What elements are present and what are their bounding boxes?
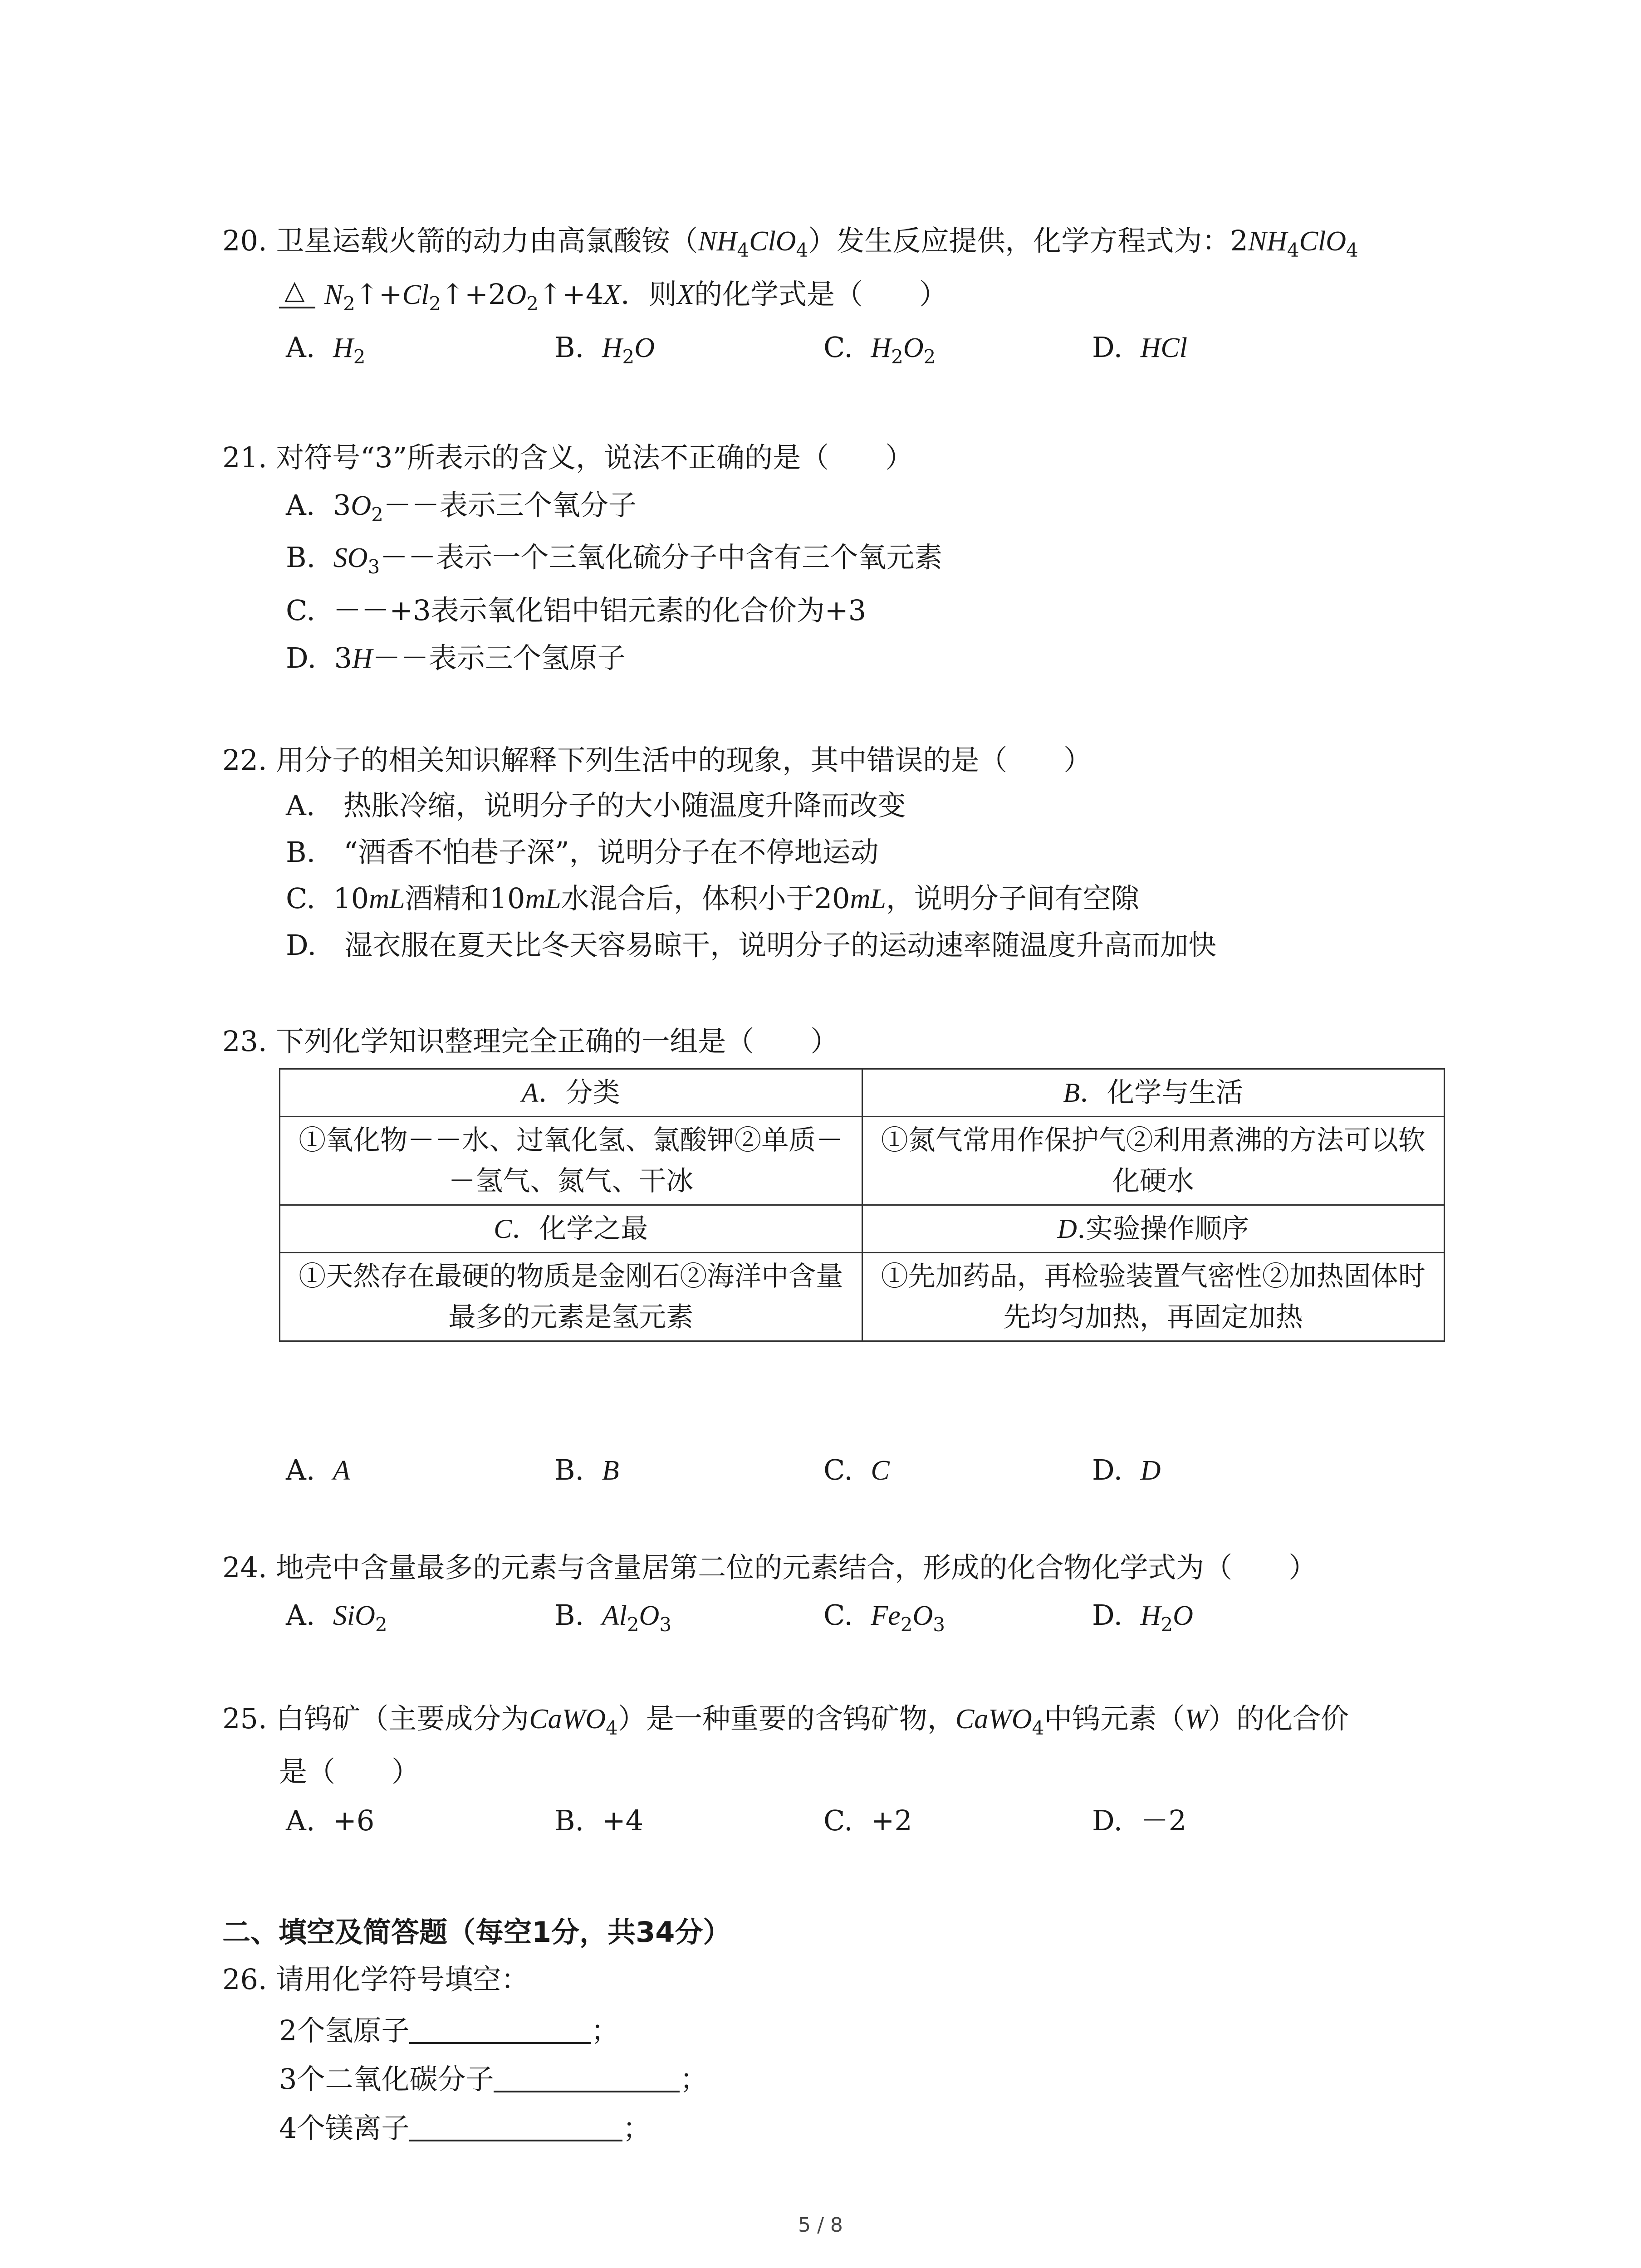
subscript: 4 — [796, 239, 808, 261]
text: ↑+4 — [538, 278, 604, 311]
triangle-glyph: △ — [284, 274, 305, 305]
option-label: B. — [554, 1804, 584, 1837]
heat-triangle-icon — [279, 274, 315, 306]
formula-part: ClO — [749, 226, 796, 257]
q20-line2 — [279, 274, 948, 315]
coefficient: 3 — [334, 641, 353, 675]
letter: C — [494, 1214, 512, 1244]
formula-part: HCl — [1140, 332, 1187, 363]
text: ↑+ — [355, 278, 402, 311]
punctuation: ； — [591, 2014, 619, 2047]
q26-item-3 — [279, 2112, 651, 2145]
text: ，说明分子间有空隙 — [886, 882, 1139, 915]
text: ．则 — [621, 278, 677, 311]
table-cell-b: ①氮气常用作保护气②利用煮沸的方法可以软化硬水 — [862, 1117, 1445, 1205]
q20-text: ）发生反应提供，化学方程式为：2 — [808, 224, 1248, 257]
q25-option-a — [286, 1804, 375, 1837]
q24-option-d — [1092, 1598, 1193, 1636]
formula-part: H — [871, 332, 892, 363]
formula-part: H — [352, 643, 372, 674]
option-text: －－表示三个氧分子 — [383, 489, 637, 522]
unit: mL — [369, 884, 405, 914]
formula-part: CaWO — [955, 1704, 1032, 1735]
option-text: －－+3表示氧化铝中铝元素的化合价为+3 — [333, 594, 867, 627]
item-text: 4个镁离子 — [279, 2112, 410, 2145]
option-label: C. — [286, 594, 315, 627]
q23-option-c — [823, 1453, 890, 1486]
formula-part: W — [1185, 1704, 1209, 1735]
text: 水混合后，体积小于20 — [561, 882, 850, 915]
subscript: 2 — [900, 1613, 913, 1636]
formula-part: O — [634, 332, 655, 363]
q26-item-1 — [279, 2014, 619, 2045]
formula-part: SO — [333, 543, 368, 573]
option-value: D — [1140, 1455, 1161, 1486]
q20-text: 卫星运载火箭的动力由高氯酸铵（ — [276, 224, 698, 257]
table-header-a — [280, 1069, 862, 1117]
punctuation: ； — [680, 2063, 708, 2096]
q21-option-d — [286, 641, 626, 675]
option-label: D. — [286, 641, 317, 675]
table-header-d — [862, 1205, 1445, 1253]
header-text: .实验操作顺序 — [1077, 1213, 1249, 1245]
formula-part: ClO — [1299, 226, 1346, 257]
header-text: ．化学与生活 — [1080, 1077, 1244, 1109]
option-label: D. — [1092, 1453, 1123, 1486]
formula-part: H — [1140, 1600, 1161, 1631]
header-text: ．化学之最 — [512, 1213, 648, 1245]
text: ↑+2 — [441, 278, 506, 311]
unit: mL — [850, 884, 886, 914]
option-label: C. — [823, 331, 853, 364]
text: 中钨元素（ — [1044, 1702, 1185, 1735]
formula-part: H — [333, 332, 353, 363]
text: 酒精和10 — [405, 882, 525, 915]
formula-part: X — [603, 279, 621, 310]
formula-part: CaWO — [529, 1704, 606, 1735]
q20-option-c — [823, 331, 936, 368]
formula-part: O — [1173, 1600, 1193, 1631]
option-label: A. — [286, 1804, 315, 1837]
formula-part: Fe — [871, 1600, 901, 1631]
formula-part: O — [639, 1600, 660, 1631]
option-label: B. — [554, 331, 584, 364]
q22-stem: 22. 用分子的相关知识解释下列生活中的现象，其中错误的是（ ） — [222, 743, 1092, 777]
option-value: C — [871, 1455, 890, 1486]
letter: B — [1063, 1078, 1080, 1108]
subscript: 4 — [1032, 1717, 1044, 1739]
text: ）是一种重要的含钨矿物， — [617, 1702, 955, 1735]
section-title: 二、填空及简答题（每空1分，共34分） — [222, 1916, 731, 1949]
option-value: +4 — [602, 1804, 644, 1837]
answer-blank[interactable] — [409, 2112, 622, 2141]
q23-option-b — [554, 1453, 619, 1486]
q22-option-a: A. 热胀冷缩，说明分子的大小随温度升降而改变 — [286, 789, 906, 822]
option-label: D. — [1092, 1598, 1123, 1632]
q21-option-b — [286, 541, 943, 578]
option-label: A. — [286, 1598, 315, 1632]
subscript: 3 — [367, 556, 380, 578]
q21-option-c — [286, 596, 866, 625]
unit: mL — [525, 884, 561, 914]
subscript: 2 — [375, 1613, 387, 1636]
formula-part: NH — [1248, 226, 1287, 257]
text: 10 — [333, 882, 369, 915]
header-text: ．分类 — [538, 1077, 620, 1109]
table-cell-d: ①先加药品，再检验装置气密性②加热固体时先均匀加热，再固定加热 — [862, 1253, 1445, 1341]
option-value: +2 — [871, 1804, 912, 1837]
option-value: +6 — [333, 1804, 375, 1837]
formula-part: O — [903, 332, 924, 363]
subscript: 2 — [429, 293, 441, 315]
q20-number: 20. — [222, 224, 267, 257]
subscript: 2 — [923, 346, 936, 368]
q20-option-b — [554, 331, 655, 368]
option-label: D. — [1092, 1804, 1123, 1837]
answer-blank[interactable] — [494, 2063, 680, 2092]
text: 的化学式是（ ） — [694, 278, 948, 311]
formula-part: Cl — [402, 279, 429, 310]
q24-option-a — [286, 1598, 387, 1636]
q24-option-b — [554, 1598, 672, 1636]
item-text: 3个二氧化碳分子 — [279, 2063, 494, 2096]
item-text: 2个氢原子 — [279, 2014, 410, 2047]
page-number: 5 / 8 — [798, 2214, 843, 2237]
q22-option-d: D. 湿衣服在夏天比冬天容易晾干，说明分子的运动速率随温度升高而加快 — [286, 929, 1217, 962]
subscript: 4 — [1287, 239, 1299, 261]
q20-option-a — [286, 331, 366, 368]
q23-stem: 23. 下列化学知识整理完全正确的一组是（ ） — [222, 1025, 839, 1058]
q22-option-b: B. “酒香不怕巷子深”，说明分子在不停地运动 — [286, 836, 879, 869]
q26-item-2 — [279, 2063, 708, 2096]
formula-part: Al — [602, 1600, 627, 1631]
punctuation: ； — [622, 2112, 651, 2145]
q25-option-d — [1092, 1804, 1187, 1837]
q25-option-c — [823, 1804, 912, 1837]
q25-line1 — [222, 1702, 1349, 1739]
q23-option-d — [1092, 1453, 1161, 1486]
subscript: 3 — [933, 1613, 945, 1636]
formula-part: N — [324, 279, 343, 310]
answer-blank[interactable] — [409, 2014, 591, 2044]
formula-part: SiO — [333, 1600, 375, 1631]
formula-part: O — [506, 279, 527, 310]
q25-option-b — [554, 1804, 644, 1837]
subscript: 2 — [343, 293, 355, 315]
text: 25. 白钨矿（主要成分为 — [222, 1702, 529, 1735]
option-label: C. — [286, 882, 315, 915]
q24-option-c — [823, 1598, 945, 1636]
subscript: 2 — [622, 346, 635, 368]
formula-part: NH — [698, 226, 737, 257]
option-label: B. — [554, 1598, 584, 1632]
formula-part: O — [351, 490, 372, 521]
letter: D — [1057, 1214, 1077, 1244]
subscript: 3 — [659, 1613, 672, 1636]
q20-option-d — [1092, 333, 1187, 362]
q24-stem: 24. 地壳中含量最多的元素与含量居第二位的元素结合，形成的化合物化学式为（ ） — [222, 1551, 1317, 1584]
table-header-c — [280, 1205, 862, 1253]
formula-part: X — [677, 279, 695, 310]
subscript: 2 — [371, 503, 383, 526]
option-value: B — [602, 1455, 619, 1486]
subscript: 2 — [526, 293, 539, 315]
subscript: 4 — [1346, 239, 1358, 261]
knowledge-table — [279, 1068, 1445, 1342]
option-label: D. — [1092, 331, 1123, 364]
text: ）的化合价 — [1208, 1702, 1349, 1735]
option-label: C. — [823, 1804, 853, 1837]
option-label: B. — [554, 1453, 584, 1486]
letter: A — [521, 1078, 539, 1108]
option-value: A — [333, 1455, 350, 1486]
option-text: －－表示三个氢原子 — [372, 641, 626, 675]
option-label: A. — [286, 331, 315, 364]
subscript: 2 — [627, 1613, 639, 1636]
q21-stem: 21. 对符号“3”所表示的含义，说法不正确的是（ ） — [222, 441, 914, 474]
option-label: A. — [286, 489, 315, 522]
formula-part: O — [912, 1600, 933, 1631]
coefficient: 3 — [333, 489, 351, 522]
option-label: B. — [286, 541, 316, 574]
q25-line2: 是（ ） — [279, 1755, 420, 1788]
subscript: 4 — [606, 1717, 618, 1739]
q26-stem: 26. 请用化学符号填空： — [222, 1963, 529, 1996]
option-label: C. — [823, 1453, 853, 1486]
subscript: 2 — [1161, 1613, 1173, 1636]
table-cell-a: ①氧化物－－水、过氧化氢、氯酸钾②单质－－氢气、氮气、干冰 — [280, 1117, 862, 1205]
q22-option-c — [286, 882, 1139, 915]
option-label: C. — [823, 1598, 853, 1632]
option-label: A. — [286, 1453, 315, 1486]
q21-option-a — [286, 489, 637, 526]
q20-line1 — [222, 224, 1358, 261]
table-cell-c: ①天然存在最硬的物质是金刚石②海洋中含量最多的元素是氢元素 — [280, 1253, 862, 1341]
subscript: 2 — [353, 346, 366, 368]
subscript: 2 — [891, 346, 903, 368]
q23-option-a — [286, 1453, 350, 1486]
table-header-b — [862, 1069, 1445, 1117]
subscript: 4 — [737, 239, 749, 261]
option-text: －－表示一个三氧化硫分子中含有三个氧元素 — [380, 541, 943, 574]
formula-part: H — [602, 332, 622, 363]
option-value: －2 — [1140, 1804, 1187, 1837]
